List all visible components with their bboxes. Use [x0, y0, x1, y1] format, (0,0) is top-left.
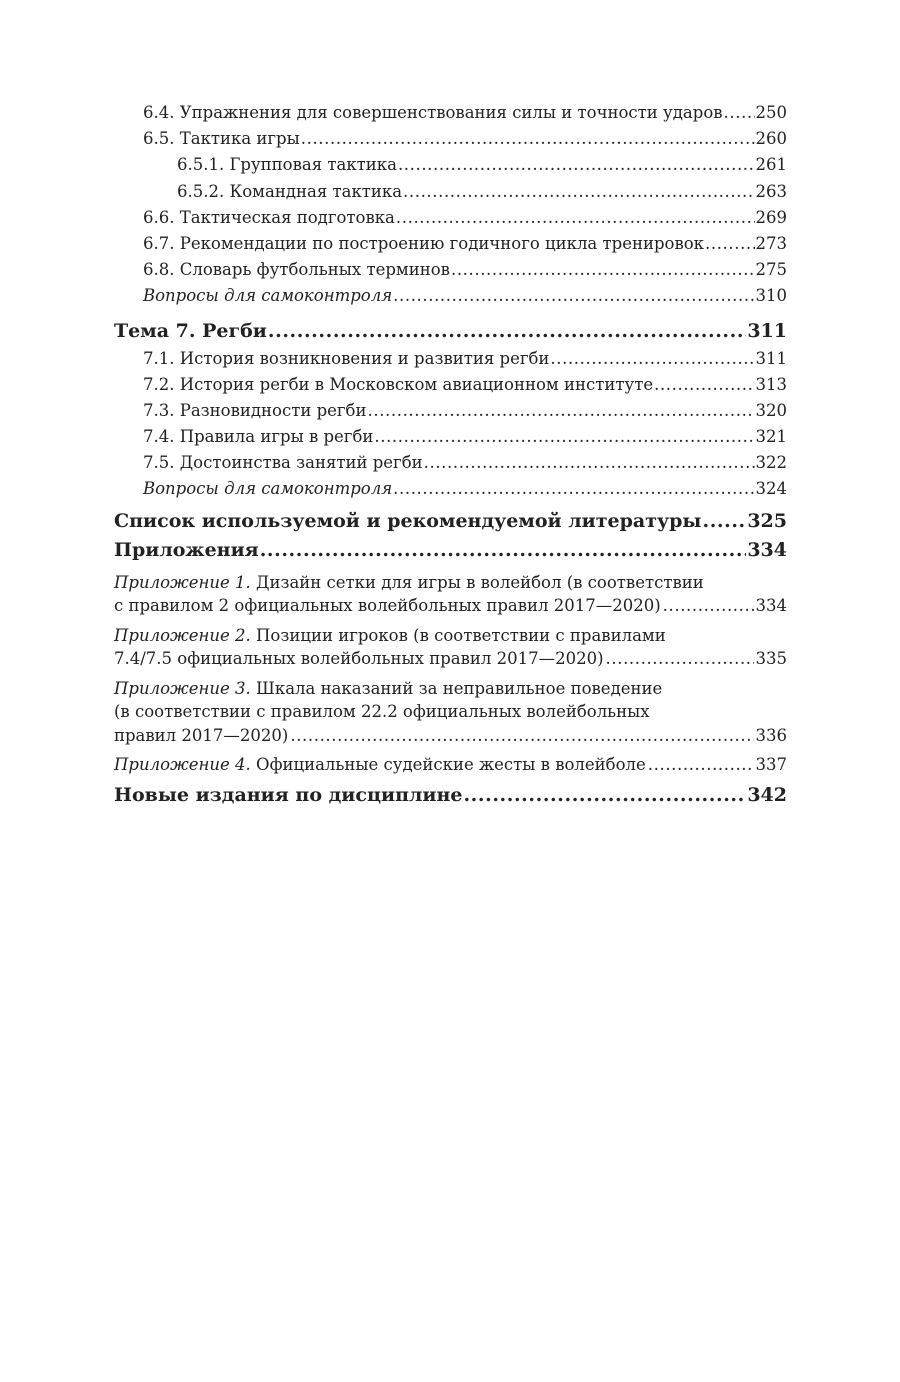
appendix-second-line [114, 700, 787, 724]
dot-leader [301, 126, 755, 152]
dot-leader [424, 450, 755, 476]
dot-leader [393, 476, 754, 502]
toc-entry-page: 261 [755, 155, 787, 175]
dot-leader [648, 753, 754, 777]
toc-entry-title: 6.8. Словарь футбольных терминов [143, 260, 450, 280]
toc-entry-title: 6.7. Рекомендации по построению годичного цикла тренировок [143, 233, 704, 253]
toc-entry-7-5[interactable] [114, 450, 787, 476]
dot-leader [260, 536, 747, 565]
toc-entry-title: 6.4. Упражнения для совершенствования силы и точности ударов [143, 103, 723, 122]
appendix-page: 337 [755, 755, 787, 775]
toc-entry-6-5-2[interactable] [114, 179, 787, 205]
appendix-page: 336 [755, 725, 787, 745]
toc-entry-title: 6.5.1. Групповая тактика [177, 155, 397, 175]
appendix-text: с правилом 2 официальных волейбольных правил 2017—2020) [114, 596, 661, 616]
dot-leader [403, 179, 754, 205]
toc-appendices[interactable] [114, 536, 787, 565]
appendix-label: Приложение 1. [114, 572, 251, 592]
toc-entry-title: 7.5. Достоинства занятий регби [143, 453, 423, 473]
appendix-text: Официальные судейские жесты в волейболе [256, 755, 646, 775]
toc-appendix-1[interactable] [114, 571, 787, 618]
toc-entry-7-3[interactable] [114, 398, 787, 424]
appendix-label: Приложение 2. [114, 625, 251, 645]
toc-entry-title: 7.3. Разновидности регби [143, 400, 367, 420]
toc-topic-title: Новые издания по дисциплине [114, 783, 463, 806]
toc-entry-page: 275 [755, 260, 787, 280]
dot-leader [663, 594, 754, 618]
toc-entry-title: Вопросы для самоконтроля [143, 479, 393, 499]
toc-entry-page: 269 [755, 207, 787, 227]
toc-entry-self-check-6[interactable] [114, 283, 787, 309]
toc-entry-6-4[interactable] [114, 100, 787, 126]
toc-appendix-3[interactable] [114, 677, 787, 748]
appendix-text: Дизайн сетки для игры в волейбол (в соответствии [256, 572, 704, 592]
toc-appendix-4[interactable] [114, 753, 787, 777]
toc-topic-title: Приложения [114, 538, 259, 561]
appendix-text: Позиции игроков (в соответствии с правилами [256, 625, 666, 645]
dot-leader [451, 257, 755, 283]
toc-entry-page: 250 [755, 103, 787, 122]
appendix-text: 7.4/7.5 официальных волейбольных правил 2017—2020) [114, 649, 604, 669]
table-of-contents [114, 100, 787, 810]
toc-topic-rugby[interactable] [114, 317, 787, 346]
dot-leader [393, 283, 754, 309]
dot-leader [396, 205, 755, 231]
dot-leader [550, 346, 754, 372]
toc-entry-page: 310 [755, 286, 787, 306]
appendix-page: 335 [755, 649, 787, 669]
toc-entry-6-6[interactable] [114, 205, 787, 231]
toc-entry-page: 320 [755, 400, 787, 420]
toc-topic-title: Тема 7. Регби [114, 319, 267, 342]
toc-entry-page: 273 [755, 233, 787, 253]
toc-appendix-2[interactable] [114, 624, 787, 671]
toc-entry-title: 7.4. Правила игры в регби [143, 427, 374, 447]
toc-entry-title: 6.6. Тактическая подготовка [143, 207, 395, 227]
appendix-text: правил 2017—2020) [114, 725, 289, 745]
appendix-first-line [114, 624, 787, 648]
toc-entry-page: 260 [755, 129, 787, 149]
toc-entry-page: 311 [755, 348, 787, 368]
dot-leader [463, 781, 746, 810]
dot-leader [374, 424, 754, 450]
appendix-text: Шкала наказаний за неправильное поведение [256, 678, 663, 698]
toc-entry-6-5[interactable] [114, 126, 787, 152]
dot-leader [398, 152, 755, 178]
toc-entry-6-5-1[interactable] [114, 152, 787, 178]
dot-leader [654, 372, 754, 398]
toc-entry-page: 263 [755, 181, 787, 201]
appendix-page: 334 [755, 596, 787, 616]
appendix-text: (в соответствии с правилом 22.2 официальных волейбольных [114, 702, 650, 722]
toc-new-editions[interactable] [114, 781, 787, 810]
appendix-last-line [114, 753, 787, 777]
toc-entry-self-check-7[interactable] [114, 476, 787, 502]
appendix-last-line [114, 594, 787, 618]
toc-entry-6-8[interactable] [114, 257, 787, 283]
toc-topic-page: 325 [747, 509, 787, 532]
toc-topic-page: 334 [747, 538, 787, 561]
toc-entry-page: 313 [755, 374, 787, 394]
toc-entry-title: 7.2. История регби в Московском авиационном институте [143, 374, 654, 394]
dot-leader [368, 398, 755, 424]
toc-entry-page: 324 [755, 479, 787, 499]
dot-leader [724, 100, 755, 126]
dot-leader [606, 647, 754, 671]
toc-entry-7-4[interactable] [114, 424, 787, 450]
toc-literature[interactable] [114, 507, 787, 536]
toc-entry-title: 7.1. История возникновения и развития регби [143, 348, 550, 368]
toc-entry-title: Вопросы для самоконтроля [143, 286, 393, 306]
toc-topic-title: Список используемой и рекомендуемой литературы [114, 509, 702, 532]
toc-entry-title: 6.5. Тактика игры [143, 129, 300, 149]
appendix-first-line [114, 677, 787, 701]
appendix-first-line [114, 571, 787, 595]
toc-topic-page: 342 [747, 783, 787, 806]
toc-entry-7-1[interactable] [114, 346, 787, 372]
toc-entry-7-2[interactable] [114, 372, 787, 398]
toc-entry-6-7[interactable] [114, 231, 787, 257]
dot-leader [268, 317, 746, 346]
appendix-label: Приложение 4. [114, 755, 251, 775]
appendix-last-line [114, 724, 787, 748]
dot-leader [290, 724, 753, 748]
toc-entry-title: 6.5.2. Командная тактика [177, 181, 403, 201]
toc-entry-page: 321 [755, 427, 787, 447]
dot-leader [705, 231, 755, 257]
appendix-label: Приложение 3. [114, 678, 251, 698]
appendix-last-line [114, 647, 787, 671]
toc-entry-page: 322 [755, 453, 787, 473]
dot-leader [702, 507, 746, 536]
toc-topic-page: 311 [747, 319, 787, 342]
